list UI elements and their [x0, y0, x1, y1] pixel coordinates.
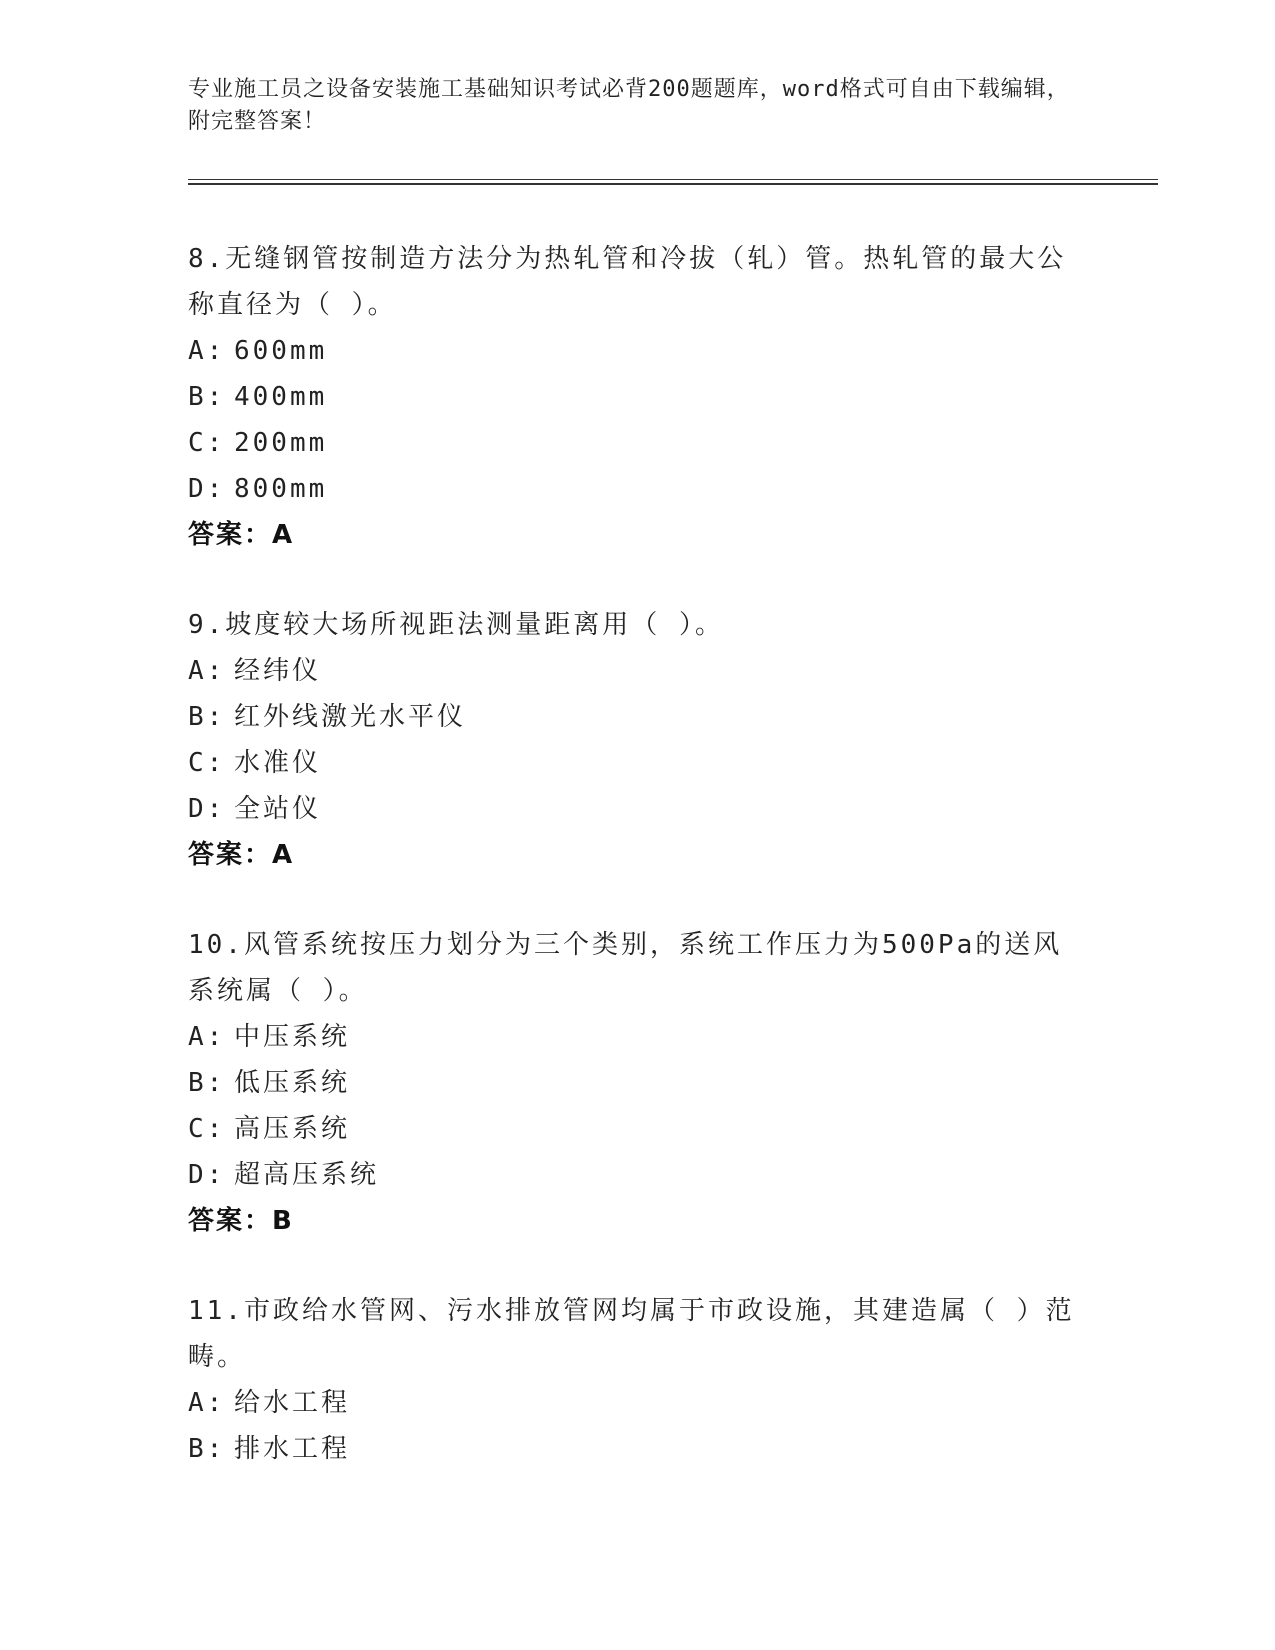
question-8: [188, 236, 1088, 558]
option-text: 600mm: [234, 336, 328, 366]
option-b: [188, 1060, 1088, 1106]
option-c: [188, 1106, 1088, 1152]
option-c: [188, 740, 1088, 786]
option-text: 经纬仪: [234, 656, 322, 686]
option-a: [188, 648, 1088, 694]
question-stem: 11.市政给水管网、污水排放管网均属于市政设施，其建造属（ ）范畴。: [188, 1296, 1075, 1372]
question-stem: 9.坡度较大场所视距法测量距离用（ ）。: [188, 610, 724, 640]
option-text: 高压系统: [234, 1114, 351, 1144]
option-d: [188, 466, 1088, 512]
option-d: [188, 786, 1088, 832]
option-text: 水准仪: [234, 748, 322, 778]
option-letter: B:: [188, 702, 226, 732]
question-stem: 10.风管系统按压力划分为三个类别，系统工作压力为500Pa的送风系统属（ ）。: [188, 930, 1063, 1006]
question-9: [188, 602, 1088, 878]
answer-line: 答案：A: [188, 840, 295, 870]
option-letter: D:: [188, 1160, 226, 1190]
option-letter: C:: [188, 428, 226, 458]
option-letter: D:: [188, 794, 226, 824]
option-letter: A:: [188, 1388, 226, 1418]
option-c: [188, 420, 1088, 466]
option-a: [188, 1014, 1088, 1060]
header-title: 专业施工员之设备安装施工基础知识考试必背200题题库，word格式可自由下载编辑，附完整答案！: [188, 77, 1070, 134]
option-text: 400mm: [234, 382, 328, 412]
option-a: [188, 1380, 1088, 1426]
document-header: [188, 74, 1088, 138]
option-text: 低压系统: [234, 1068, 351, 1098]
header-divider-thin: [188, 179, 1158, 180]
option-letter: A:: [188, 656, 226, 686]
option-letter: B:: [188, 1068, 226, 1098]
option-letter: A:: [188, 336, 226, 366]
option-text: 200mm: [234, 428, 328, 458]
option-b: [188, 1426, 1088, 1472]
option-a: [188, 328, 1088, 374]
option-letter: C:: [188, 748, 226, 778]
option-letter: A:: [188, 1022, 226, 1052]
answer-line: 答案：A: [188, 520, 295, 550]
option-b: [188, 374, 1088, 420]
header-divider-thick: [188, 183, 1158, 185]
question-stem: 8.无缝钢管按制造方法分为热轧管和冷拔（轧）管。热轧管的最大公称直径为（ ）。: [188, 244, 1067, 320]
option-text: 给水工程: [234, 1388, 351, 1418]
option-text: 全站仪: [234, 794, 322, 824]
option-b: [188, 694, 1088, 740]
option-text: 排水工程: [234, 1434, 351, 1464]
option-d: [188, 1152, 1088, 1198]
question-10: [188, 922, 1088, 1244]
option-letter: B:: [188, 1434, 226, 1464]
question-list: [188, 236, 1088, 1516]
answer-line: 答案：B: [188, 1206, 294, 1236]
option-letter: B:: [188, 382, 226, 412]
question-11: [188, 1288, 1088, 1472]
option-text: 超高压系统: [234, 1160, 380, 1190]
option-text: 红外线激光水平仪: [234, 702, 467, 732]
option-text: 中压系统: [234, 1022, 351, 1052]
option-text: 800mm: [234, 474, 328, 504]
option-letter: D:: [188, 474, 226, 504]
option-letter: C:: [188, 1114, 226, 1144]
